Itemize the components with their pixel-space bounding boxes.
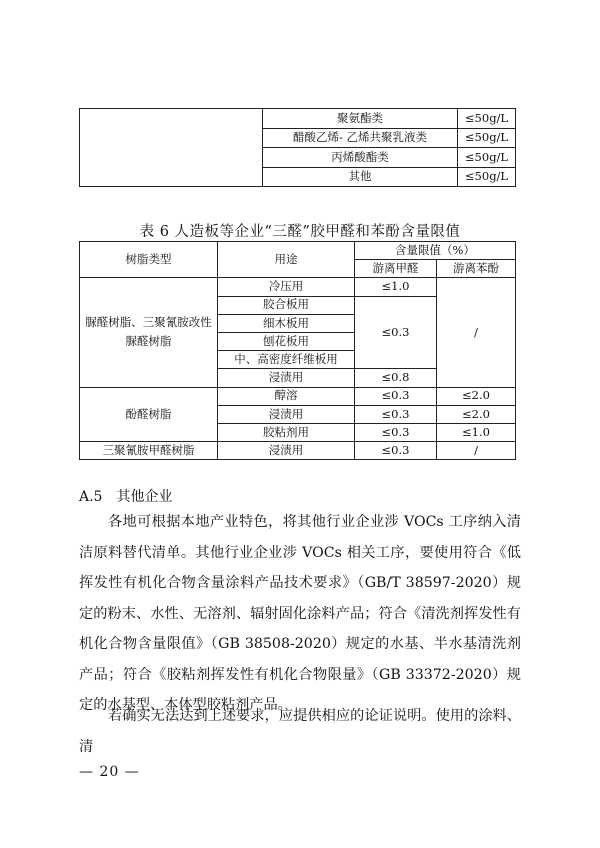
usage-cell: 细木板用 xyxy=(218,314,355,332)
usage-cell: 中、高密度纤维板用 xyxy=(218,351,355,369)
phenol-cell: ≤2.0 xyxy=(437,387,516,405)
table-row xyxy=(80,278,516,296)
table-cell: ≤50g/L xyxy=(458,148,516,168)
table-cell: 丙烯酸酯类 xyxy=(263,148,458,168)
section-number: A.5 xyxy=(79,489,103,505)
formaldehyde-cell: ≤0.3 xyxy=(355,423,437,441)
phenol-cell: ≤2.0 xyxy=(437,405,516,423)
table-row xyxy=(80,387,516,405)
table-title: 表 6 人造板等企业“三醛”胶甲醛和苯酚含量限值 xyxy=(139,224,461,240)
table6 xyxy=(79,241,516,460)
usage-cell: 浸渍用 xyxy=(218,369,355,387)
formaldehyde-cell: ≤0.3 xyxy=(355,296,437,369)
table-cell: 其他 xyxy=(263,167,458,187)
usage-cell: 浸渍用 xyxy=(218,442,355,460)
resin-melamine: 三聚氰胺甲醛树脂 xyxy=(80,442,218,460)
header-free-formaldehyde: 游离甲醛 xyxy=(355,260,437,278)
table-header-row xyxy=(80,242,516,260)
table-cell: ≤50g/L xyxy=(458,167,516,187)
usage-cell: 冷压用 xyxy=(218,278,355,296)
body-paragraph: 若确实无法达到上述要求，应提供相应的论证说明。使用的涂料、清 xyxy=(79,708,521,755)
usage-cell: 刨花板用 xyxy=(218,332,355,350)
table-cell: 醋酸乙烯- 乙烯共聚乳液类 xyxy=(263,128,458,148)
header-resin-type: 树脂类型 xyxy=(80,242,218,278)
formaldehyde-cell: ≤0.3 xyxy=(355,405,437,423)
resin-urea: 脲醛树脂、三聚氰胺改性脲醛树脂 xyxy=(80,278,218,387)
page-number: — 20 — xyxy=(79,764,140,780)
usage-cell: 醇溶 xyxy=(218,387,355,405)
usage-cell: 胶粘剂用 xyxy=(218,423,355,441)
formaldehyde-cell: ≤0.8 xyxy=(355,369,437,387)
body-paragraph: 各地可根据本地产业特色，将其他行业企业涉 VOCs 工序纳入清洁原料替代清单。其他行业企业涉 VOCs 相关工序，要使用符合《低挥发性有机化合物含量涂料产品技术要求》（GB/T 38597-2020）规定的粉末、水性、无溶剂、辐射固化涂料产品；符合《清洗剂挥发性有机化合物含量限值》（GB 38508-2020）规定的水基、半水基清洗剂产品；符合《胶粘剂挥发性有机化合物限量》（GB 33372-2020）规定的水基型、本体型胶粘剂产品。 xyxy=(79,514,521,713)
table-row xyxy=(80,442,516,460)
header-content-limit: 含量限值（%） xyxy=(355,242,516,260)
section-title: 其他企业 xyxy=(116,489,173,505)
continued-table xyxy=(79,108,516,187)
usage-cell: 胶合板用 xyxy=(218,296,355,314)
formaldehyde-cell: ≤0.3 xyxy=(355,387,437,405)
table-cell-empty xyxy=(80,109,263,187)
section-heading xyxy=(79,486,186,506)
phenol-cell: / xyxy=(437,442,516,460)
formaldehyde-cell: ≤1.0 xyxy=(355,278,437,296)
header-usage: 用途 xyxy=(218,242,355,278)
usage-cell: 浸渍用 xyxy=(218,405,355,423)
phenol-cell: ≤1.0 xyxy=(437,423,516,441)
table-row xyxy=(80,109,516,129)
table-cell: 聚氨酯类 xyxy=(263,109,458,129)
resin-phenolic: 酚醛树脂 xyxy=(80,387,218,442)
header-free-phenol: 游离苯酚 xyxy=(437,260,516,278)
phenol-cell: / xyxy=(437,278,516,387)
table-cell: ≤50g/L xyxy=(458,128,516,148)
table-cell: ≤50g/L xyxy=(458,109,516,129)
formaldehyde-cell: ≤0.3 xyxy=(355,442,437,460)
